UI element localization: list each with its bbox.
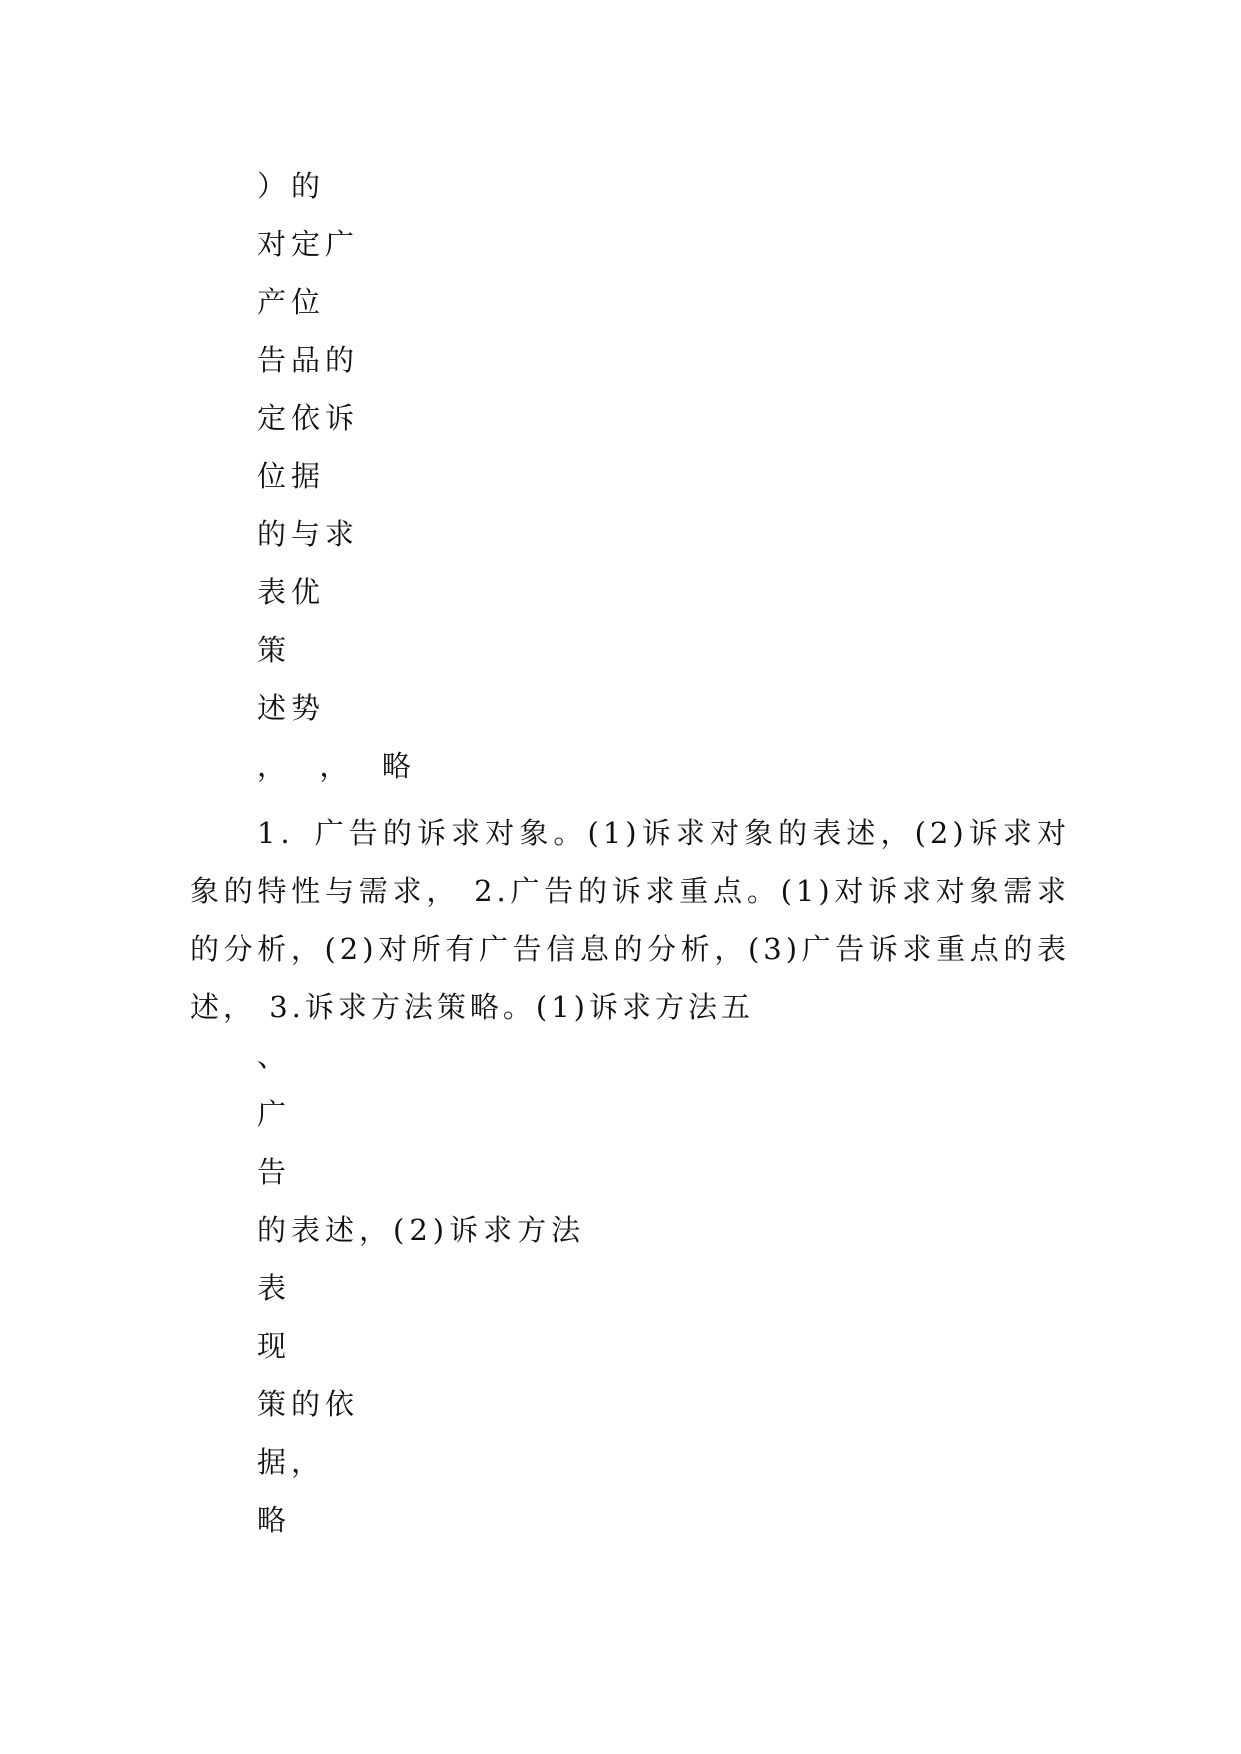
fragment-line: 表优 [257, 575, 326, 609]
fragment-line: 略 [257, 1503, 292, 1537]
fragment-line: 的与求 [257, 517, 360, 551]
body-paragraph: 1．广告的诉求对象。(1)诉求对象的表述，(2)诉求对象的特性与需求， 2.广告的诉求重点。(1)对诉求对象需求的分析，(2)对所有广告信息的分析，(3)广告诉求重点的表述， 3.诉求方法策略。(1)诉求方法五 [190, 816, 1070, 1024]
fragment-line: 策 [257, 633, 292, 667]
fragment-line: 定依诉 [257, 401, 360, 435]
fragment-line: 现 [257, 1329, 292, 1363]
fragment-line: 表 [257, 1271, 292, 1305]
fragment-line: 的表述，(2)诉求方法 [257, 1213, 586, 1247]
fragment-line: 广 [257, 1097, 292, 1131]
fragment-line: 据， [257, 1445, 326, 1479]
fragment-line: 、 [257, 1039, 292, 1073]
fragment-line: ）的 [257, 169, 326, 203]
fragment-line: 对定广 [257, 227, 360, 261]
fragment-line: ， ， 略 [257, 749, 416, 783]
fragment-line: 告 [257, 1155, 292, 1189]
fragment-line: 告品的 [257, 343, 360, 377]
fragment-line: 产位 [257, 285, 326, 319]
fragment-line: 述势 [257, 691, 326, 725]
fragment-line: 位据 [257, 459, 326, 493]
fragment-line: 策的依 [257, 1387, 360, 1421]
